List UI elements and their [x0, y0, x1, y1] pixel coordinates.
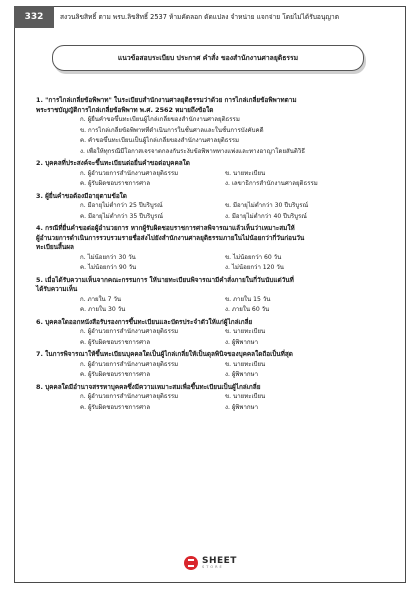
answer-option: ก. ผู้ยื่นคำขอขึ้นทะเบียนผู้ไกล่เกลี่ยของสำนักงานศาลยุติธรรม — [80, 116, 240, 123]
answer-option: ข. มีอายุไม่ต่ำกว่า 30 ปีบริบูรณ์ — [225, 202, 309, 209]
answer-option: ค. คำขอขึ้นทะเบียนเป็นผู้ไกล่เกลี่ยของสำนักงานศาลยุติธรรม — [80, 137, 240, 144]
question-4 — [36, 224, 390, 274]
question-text: 8. บุคคลใดมีอำนาจสรรหาบุคคลซึ่งมีความเหมาะสมเพื่อขึ้นทะเบียนเป็นผู้ไกล่เกลี่ย — [36, 382, 261, 391]
answer-option: ข. ไม่น้อยกว่า 60 วัน — [225, 253, 282, 261]
answer-option: ก. ผู้อำนวยการสำนักงานศาลยุติธรรม — [80, 393, 179, 400]
answer-option: ค. ผู้รับผิดชอบราชการศาล — [80, 338, 151, 346]
answer-option: ง. เพื่อให้ทุกรณีมีโอกาสเจรจาตกลงกันระงับข้อพิพาททางแพ่งและทางอาญาโดยสันติวิธี — [80, 147, 305, 155]
answer-option: ค. ผู้รับผิดชอบราชการศาล — [80, 371, 151, 378]
sheet-logo-icon — [184, 556, 198, 570]
answer-option: ก. ภายใน 7 วัน — [80, 295, 122, 303]
answer-option: ก. มีอายุไม่ต่ำกว่า 25 ปีบริบูรณ์ — [80, 202, 163, 209]
answer-option: ง. ผู้พิพากษา — [225, 371, 259, 378]
answer-option: ค. ไม่น้อยกว่า 90 วัน — [80, 264, 137, 271]
question-1 — [36, 96, 390, 157]
logo-subtext: STORE — [202, 564, 224, 569]
question-5 — [36, 276, 390, 316]
question-3 — [36, 192, 390, 223]
question-7 — [36, 350, 390, 381]
answer-option: ข. นายทะเบียน — [225, 328, 266, 335]
answer-option: ง. ผู้พิพากษา — [225, 338, 259, 346]
answer-option: ข. การไกล่เกลี่ยข้อพิพาทที่ดำเนินการในชั้นศาลและในชั้นการบังคับคดี — [80, 126, 264, 134]
answer-option: ค. ผู้รับผิดชอบราชการศาล — [80, 180, 151, 187]
page-number: 332 — [14, 6, 54, 28]
question-text: 5. เมื่อได้รับความเห็นจากคณะกรรมการ ให้นายทะเบียนพิจารณามีคำสั่งภายในกี่วันนับแต่วันที่ — [36, 275, 294, 284]
answer-option: ข. นายทะเบียน — [225, 169, 266, 177]
copyright-notice: สงวนลิขสิทธิ์ ตาม พรบ.ลิขสิทธิ์ 2537 ห้ามคัดลอก ดัดแปลง จำหน่าย แจกจ่าย โดยไม่ได้รับอนุญาต — [60, 13, 339, 21]
question-text: 2. บุคคลที่ประสงค์จะขึ้นทะเบียนต่อยื่นคำขอต่อบุคคลใด — [36, 159, 190, 167]
answer-option: ข. นายทะเบียน — [225, 360, 266, 368]
answer-option: ก. ผู้อำนวยการสำนักงานศาลยุติธรรม — [80, 328, 179, 335]
question-text: 7. ในการพิจารณาให้ขึ้นทะเบียนบุคคลใดเป็นผู้ไกล่เกลี่ยให้เป็นดุลพินิจของบุคคลใดถือเป็นที่สุด — [36, 350, 293, 358]
question-text: ทะเบียนสิ้นผล — [36, 243, 74, 251]
page-header — [14, 6, 406, 28]
answer-option: ง. เลขาธิการสำนักงานศาลยุติธรรม — [225, 180, 318, 187]
answer-option: ค. ภายใน 30 วัน — [80, 306, 126, 313]
question-text: 3. ผู้ยื่นคำขอต้องมีอายุตามข้อใด — [36, 191, 127, 200]
answer-option: ง. ไม่น้อยกว่า 120 วัน — [225, 264, 284, 271]
question-text: 4. กรณีที่ยื่นคำขอต่อผู้อำนวยการ หากผู้รับผิดชอบราชการศาลพิจารณาแล้วเห็นว่าเหมาะสมให้ — [36, 224, 295, 232]
question-text: ผู้อำนวยการดำเนินการรวบรวมรายชื่อส่งไปยังสำนักงานศาลยุติธรรมภายในไม่น้อยกว่ากี่วันก่อนวัน — [36, 233, 305, 242]
page-title: แนวข้อสอบระเบียบ ประกาศ คำสั่ง ของสำนักงานศาลยุติธรรม — [52, 45, 364, 71]
logo-text: SHEET — [202, 555, 237, 566]
answer-option: ง. ภายใน 60 วัน — [225, 306, 270, 313]
answer-option: ค. มีอายุไม่ต่ำกว่า 35 ปีบริบูรณ์ — [80, 212, 164, 220]
question-list — [36, 96, 390, 413]
answer-option: ก. ผู้อำนวยการสำนักงานศาลยุติธรรม — [80, 169, 179, 177]
question-text: 1. "การไกล่เกลี่ยข้อพิพาท" ในระเบียบสำนักงานศาลยุติธรรมว่าด้วย การไกล่เกลี่ยข้อพิพาทตาม — [36, 96, 297, 104]
question-2 — [36, 159, 390, 190]
question-text: พระราชบัญญัติการไกล่เกลี่ยข้อพิพาท พ.ศ. 2562 หมายถึงข้อใด — [36, 105, 214, 114]
sheet-store-logo — [184, 553, 237, 573]
question-text: 6. บุคคลใดออกหนังสือรับรองการขึ้นทะเบียนและบัตรประจำตัวให้แก่ผู้ไกล่เกลี่ย — [36, 317, 253, 326]
question-text: ได้รับความเห็น — [36, 285, 78, 293]
answer-option: ง. ผู้พิพากษา — [225, 403, 259, 411]
answer-option: ก. ไม่น้อยกว่า 30 วัน — [80, 253, 136, 261]
answer-option: ค. ผู้รับผิดชอบราชการศาล — [80, 403, 151, 411]
answer-option: ก. ผู้อำนวยการสำนักงานศาลยุติธรรม — [80, 360, 179, 368]
answer-option: ข. ภายใน 15 วัน — [225, 295, 271, 303]
question-8 — [36, 383, 390, 414]
answer-option: ง. มีอายุไม่ต่ำกว่า 40 ปีบริบูรณ์ — [225, 212, 307, 220]
answer-option: ข. นายทะเบียน — [225, 393, 266, 400]
question-6 — [36, 318, 390, 349]
